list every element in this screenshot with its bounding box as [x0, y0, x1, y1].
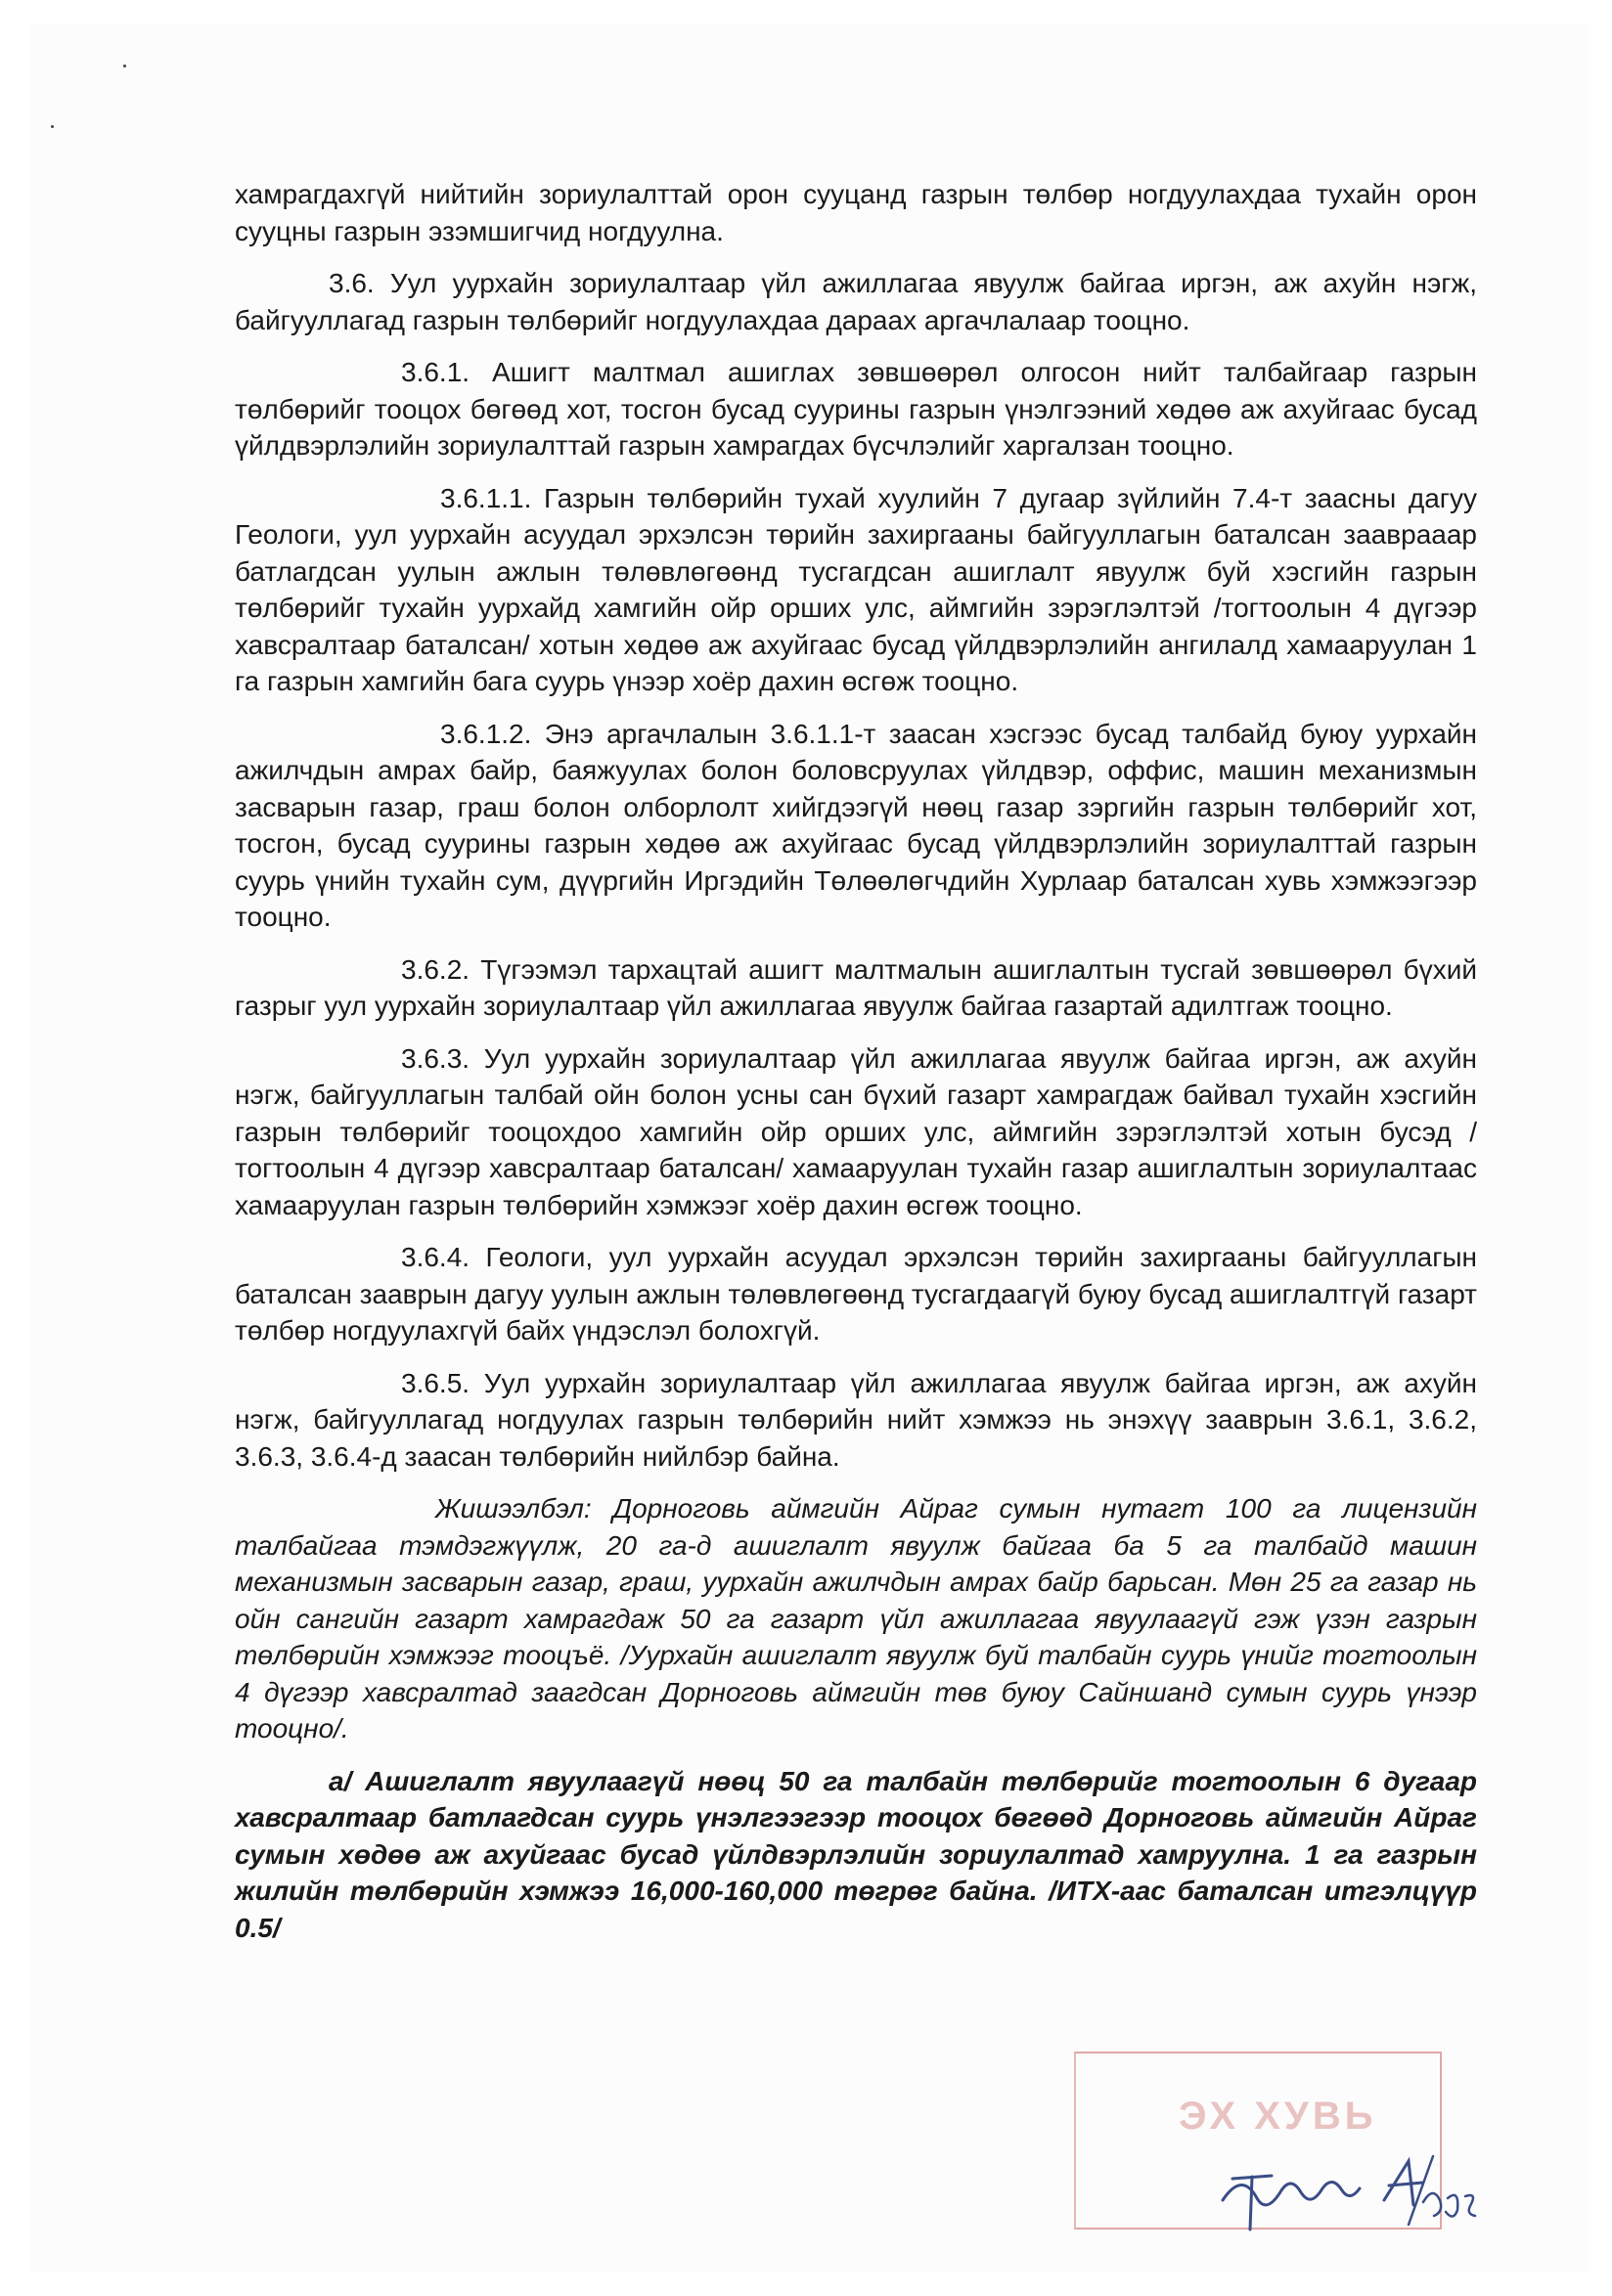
paragraph-3-6-4: 3.6.4. Геологи, уул уурхайн асуудал эрхэлсэн төрийн захиргааны байгууллагын баталсан зааврын дагуу уулын ажлын төлөвлөгөөнд тусгагдаагүй буюу бусад ашиглалтгүй газарт төлбөр ногдуулахгүй байх үндэслэл болохгүй. — [235, 1242, 1477, 1346]
paragraph-3-6-1: 3.6.1. Ашигт малтмал ашиглах зөвшөөрөл олгосон нийт талбайгаар газрын төлбөрийг тооцох бөгөөд хот, тосгон бусад суурины газрын үнэлгээний хөдөө аж ахуйгаас бусад үйлдвэрлэлийн зориулалттай газрын хамрагдах бүсчлэлийг харгалзан тооцно. — [235, 357, 1477, 461]
paragraph-3-6-3: 3.6.3. Уул уурхайн зориулалтаар үйл ажиллагаа явуулж байгаа иргэн, аж ахуйн нэгж, байгууллагын талбай ойн болон усны сан бүхий газарт хамрагдаж байвал тухайн хэсгийн газрын төлбөрийг тооцохдоо хамгийн ойр орших улс, аймгийн зэрэглэлтэй хотын бусэд /тогтоолын 4 дүгээр хавсралтаар баталсан/ хамааруулан тухайн газар ашиглалтын зориулалтаас хамааруулан газрын төлбөрийн хэмжээг хоёр дахин өсгөж тооцно. — [235, 1042, 1477, 1220]
scan-speck — [51, 125, 54, 128]
paragraph-3-6-1-2: 3.6.1.2. Энэ аргачлалын 3.6.1.1-т заасан хэсгээс бусад талбайд буюу уурхайн ажилчдын амрах байр, баяжуулах болон боловсруулах үйлдвэр, оффис, машин механизмын засварын газар, граш болон олборлолт хийгдээгүй нөөц газар зэргийн газрын төлбөрийг хот, тосгон, бусад суурины газрын хөдөө аж ахуйгаас бусад үйлдвэрлэлийн зориулалттай газрын суурь үнийн тухайн сум, дүүргийн Иргэдийн Төлөөлөгчдийн Хурлаар баталсан хувь хэмжээгээр тооцно. — [235, 718, 1477, 932]
paragraph-item-a: а/ Ашиглалт явуулаагүй нөөц 50 га талбайн төлбөрийг тогтоолын 6 дугаар хавсралтаар батлагдсан суурь үнэлгээгээр тооцох бөгөөд Дорноговь аймгийн Айраг сумын хөдөө аж ахуйгаас бусад үйлдвэрлэлийн зориулалтад хамруулна. 1 га газрын жилийн төлбөрийн хэмжээ 16,000-160,000 төгрөг байна. /ИТХ-аас баталсан итгэлцүүр 0.5/ — [235, 1765, 1477, 1943]
document-body — [235, 176, 1477, 1962]
paragraph-example: Жишээлбэл: Дорноговь аймгийн Айраг сумын нутагт 100 га лицензийн талбайгаа тэмдэгжүүлж, 20 га-д ашиглалт явуулж байгаа ба 5 га талбайд машин механизмын засварын газар, граш, уурхайн ажилчдын амрах байр барьсан. Мөн 25 га газар нь ойн сангийн газарт хамрагдаж 50 га газарт үйл ажиллагаа явуулаагүй гэж үзэн газрын төлбөрийн хэмжээг тооцъё. /Уурхайн ашиглалт явуулж буй талбайн суурь үнийг тогтоолын 4 дүгээр хавсралтад заагдсан Дорноговь аймгийн төв буюу Сайншанд сумын суурь үнээр тооцно/. — [235, 1493, 1477, 1744]
paragraph-3-6-5: 3.6.5. Уул уурхайн зориулалтаар үйл ажиллагаа явуулж байгаа иргэн, аж ахуйн нэгж, байгууллагад ногдуулах газрын төлбөрийн нийт хэмжээ нь энэхүү зааврын 3.6.1, 3.6.2, 3.6.3, 3.6.4-д заасан төлбөрийн нийлбэр байна. — [235, 1367, 1477, 1472]
paragraph-continuation: хамрагдахгүй нийтийн зориулалттай орон сууцанд газрын төлбөр ногдуулахдаа тухайн орон сууцны газрын эзэмшигчид ногдуулна. — [235, 179, 1477, 246]
paragraph-3-6-1-1: 3.6.1.1. Газрын төлбөрийн тухай хуулийн 7 дугаар зүйлийн 7.4-т заасны дагуу Геологи, уул уурхайн асуудал эрхэлсэн төрийн захиргааны байгууллагын баталсан зааврааар батлагдсан уулын ажлын төлөвлөгөөнд тусгагдсан ашиглалт явуулж буй хэсгийн газрын төлбөрийг тухайн уурхайд хамгийн ойр орших улс, аймгийн зэрэглэлтэй /тогтоолын 4 дүгээр хавсралтаар баталсан/ хотын хөдөө аж ахуйгаас бусад үйлдвэрлэлийн ангилалд хамааруулан 1 га газрын хамгийн бага суурь үнээр хоёр дахин өсгөж тооцно. — [235, 482, 1477, 696]
handwritten-signature — [1213, 2132, 1487, 2239]
stamp-text: ЭХ ХУВЬ — [1179, 2095, 1377, 2138]
paragraph-3-6: 3.6. Уул уурхайн зориулалтаар үйл ажиллагаа явуулж байгаа иргэн, аж ахуйн нэгж, байгууллагад газрын төлбөрийг ногдуулахдаа дараах аргачлалаар тооцно. — [235, 268, 1477, 335]
paragraph-3-6-2: 3.6.2. Түгээмэл тархацтай ашигт малтмалын ашиглалтын тусгай зөвшөөрөл бүхий газрыг уул уурхайн зориулалтаар үйл ажиллагаа явуулж байгаа газартай адилтгаж тооцно. — [235, 953, 1477, 1021]
scan-speck — [123, 65, 126, 67]
